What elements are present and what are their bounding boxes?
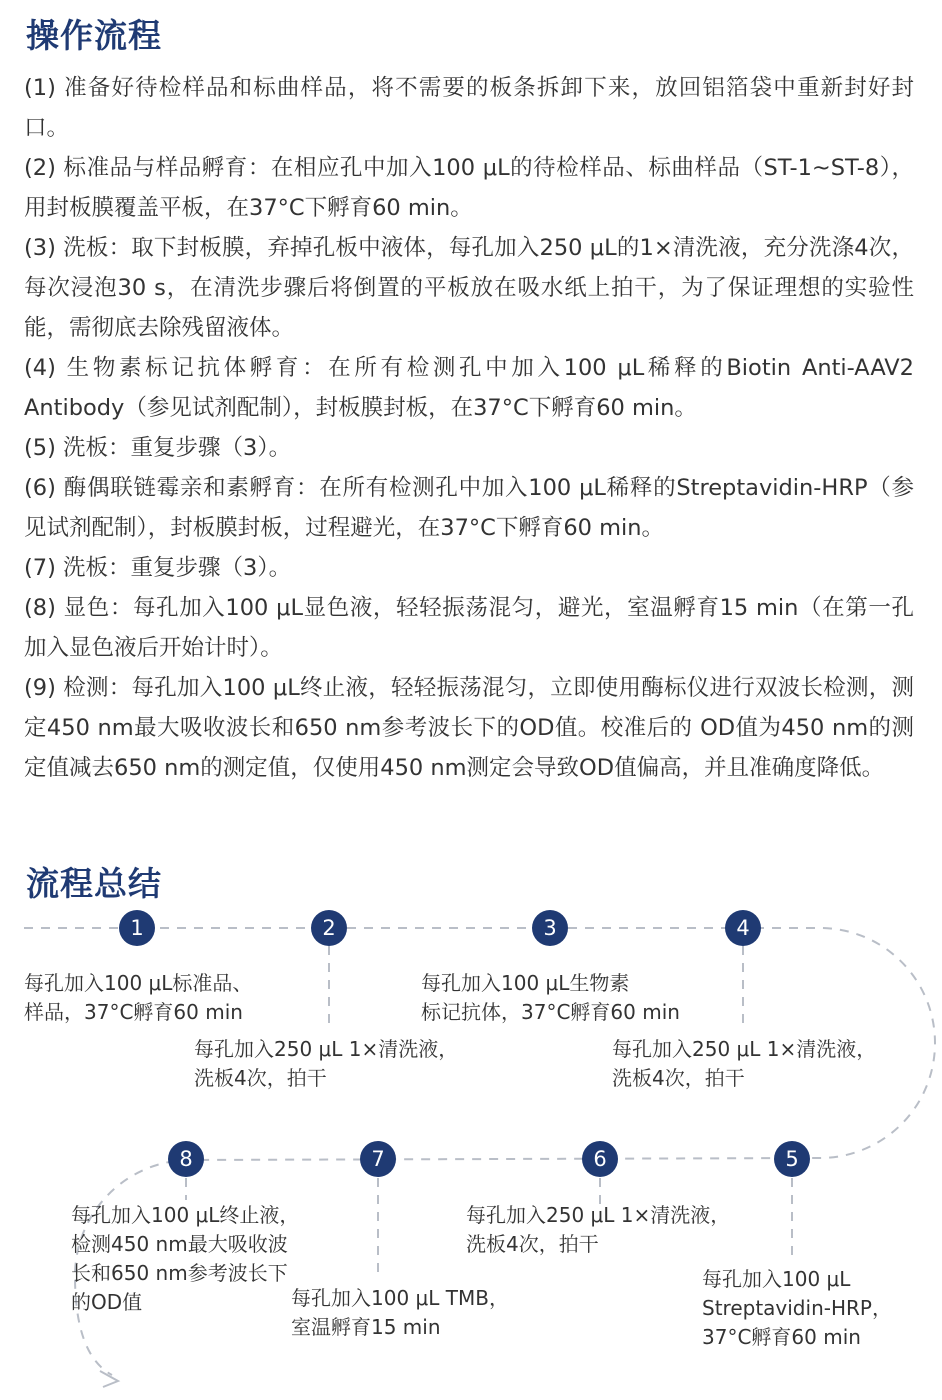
procedure-step-9: (9) 检测：每孔加入100 μL终止液，轻轻振荡混匀，立即使用酶标仪进行双波长检测，测定450 nm最大吸收波长和650 nm参考波长下的OD值。校准后的 OD值为450 nm的测定值减去650 nm的测定值，仅使用450 nm测定会导致OD值偏高，并且准确度降低。	[24, 675, 914, 781]
flow-desc-line: 检测450 nm最大吸收波	[71, 1232, 288, 1256]
flow-desc-line: 室温孵育15 min	[291, 1315, 441, 1339]
procedure-step-8: (8) 显色：每孔加入100 μL显色液，轻轻振荡混匀，避光，室温孵育15 min（在第一孔加入显色液后开始计时）。	[24, 595, 914, 661]
flow-desc-line: 每孔加入250 μL 1×清洗液，	[612, 1037, 877, 1061]
flow-desc-line: 洗板4次，拍干	[194, 1066, 327, 1090]
flow-desc-line: 每孔加入100 μL终止液，	[71, 1203, 300, 1227]
procedure-step-5: (5) 洗板：重复步骤（3）。	[24, 435, 292, 461]
procedure-step-6: (6) 酶偶联链霉亲和素孵育：在所有检测孔中加入100 μL稀释的Streptavidin-HRP（参见试剂配制），封板膜封板，过程避光，在37°C下孵育60 min。	[24, 475, 914, 541]
section-title-procedure: 操作流程	[26, 16, 162, 55]
section-title-summary: 流程总结	[26, 864, 162, 903]
flow-desc-line: 每孔加入100 μL TMB，	[291, 1286, 509, 1310]
flow-node-1: 1	[119, 910, 155, 946]
procedure-step-2: (2) 标准品与样品孵育：在相应孔中加入100 μL的待检样品、标曲样品（ST-1~ST-8），用封板膜覆盖平板，在37°C下孵育60 min。	[24, 155, 914, 221]
procedure-step-4: (4) 生物素标记抗体孵育：在所有检测孔中加入100 μL稀释的Biotin Anti-AAV2 Antibody（参见试剂配制），封板膜封板，在37°C下孵育60 min。	[24, 355, 914, 421]
flow-node-5: 5	[774, 1141, 810, 1177]
flow-node-7: 7	[360, 1141, 396, 1177]
flow-desc-3	[421, 969, 680, 1027]
flow-desc-1	[24, 969, 252, 1027]
flow-desc-line: 样品，37°C孵育60 min	[24, 1000, 243, 1024]
flow-desc-line: 每孔加入100 μL	[702, 1267, 851, 1291]
flow-desc-7	[291, 1284, 509, 1342]
flow-desc-line: 洗板4次，拍干	[612, 1066, 745, 1090]
procedure-step-1: (1) 准备好待检样品和标曲样品，将不需要的板条拆卸下来，放回铝箔袋中重新封好封口。	[24, 75, 914, 141]
flow-desc-line: 洗板4次，拍干	[466, 1232, 599, 1256]
flow-desc-line: 长和650 nm参考波长下	[71, 1261, 288, 1285]
flow-desc-line: 标记抗体，37°C孵育60 min	[421, 1000, 680, 1024]
flow-desc-2	[194, 1035, 458, 1093]
flow-desc-line: Streptavidin-HRP，	[702, 1296, 892, 1320]
flow-node-8: 8	[168, 1141, 204, 1177]
flow-desc-line: 每孔加入250 μL 1×清洗液，	[466, 1203, 731, 1227]
flow-desc-line: 每孔加入250 μL 1×清洗液，	[194, 1037, 459, 1061]
flow-desc-line: 37°C孵育60 min	[702, 1325, 861, 1349]
flow-desc-line: 的OD值	[71, 1290, 143, 1314]
flow-desc-line: 每孔加入100 μL标准品、	[24, 971, 253, 995]
flow-node-2: 2	[311, 910, 347, 946]
flow-desc-4	[612, 1035, 876, 1093]
procedure-step-7: (7) 洗板：重复步骤（3）。	[24, 555, 292, 581]
flow-desc-8	[71, 1201, 299, 1317]
procedure-step-3: (3) 洗板：取下封板膜，弃掉孔板中液体，每孔加入250 μL的1×清洗液，充分洗涤4次，每次浸泡30 s，在清洗步骤后将倒置的平板放在吸水纸上拍干，为了保证理想的实验性能，需彻底去除残留液体。	[24, 235, 914, 341]
flow-node-6: 6	[582, 1141, 618, 1177]
flow-node-4: 4	[725, 910, 761, 946]
flow-desc-6	[466, 1201, 730, 1259]
flow-desc-5	[702, 1265, 892, 1352]
flow-desc-line: 每孔加入100 μL生物素	[421, 971, 630, 995]
flow-node-3: 3	[532, 910, 568, 946]
